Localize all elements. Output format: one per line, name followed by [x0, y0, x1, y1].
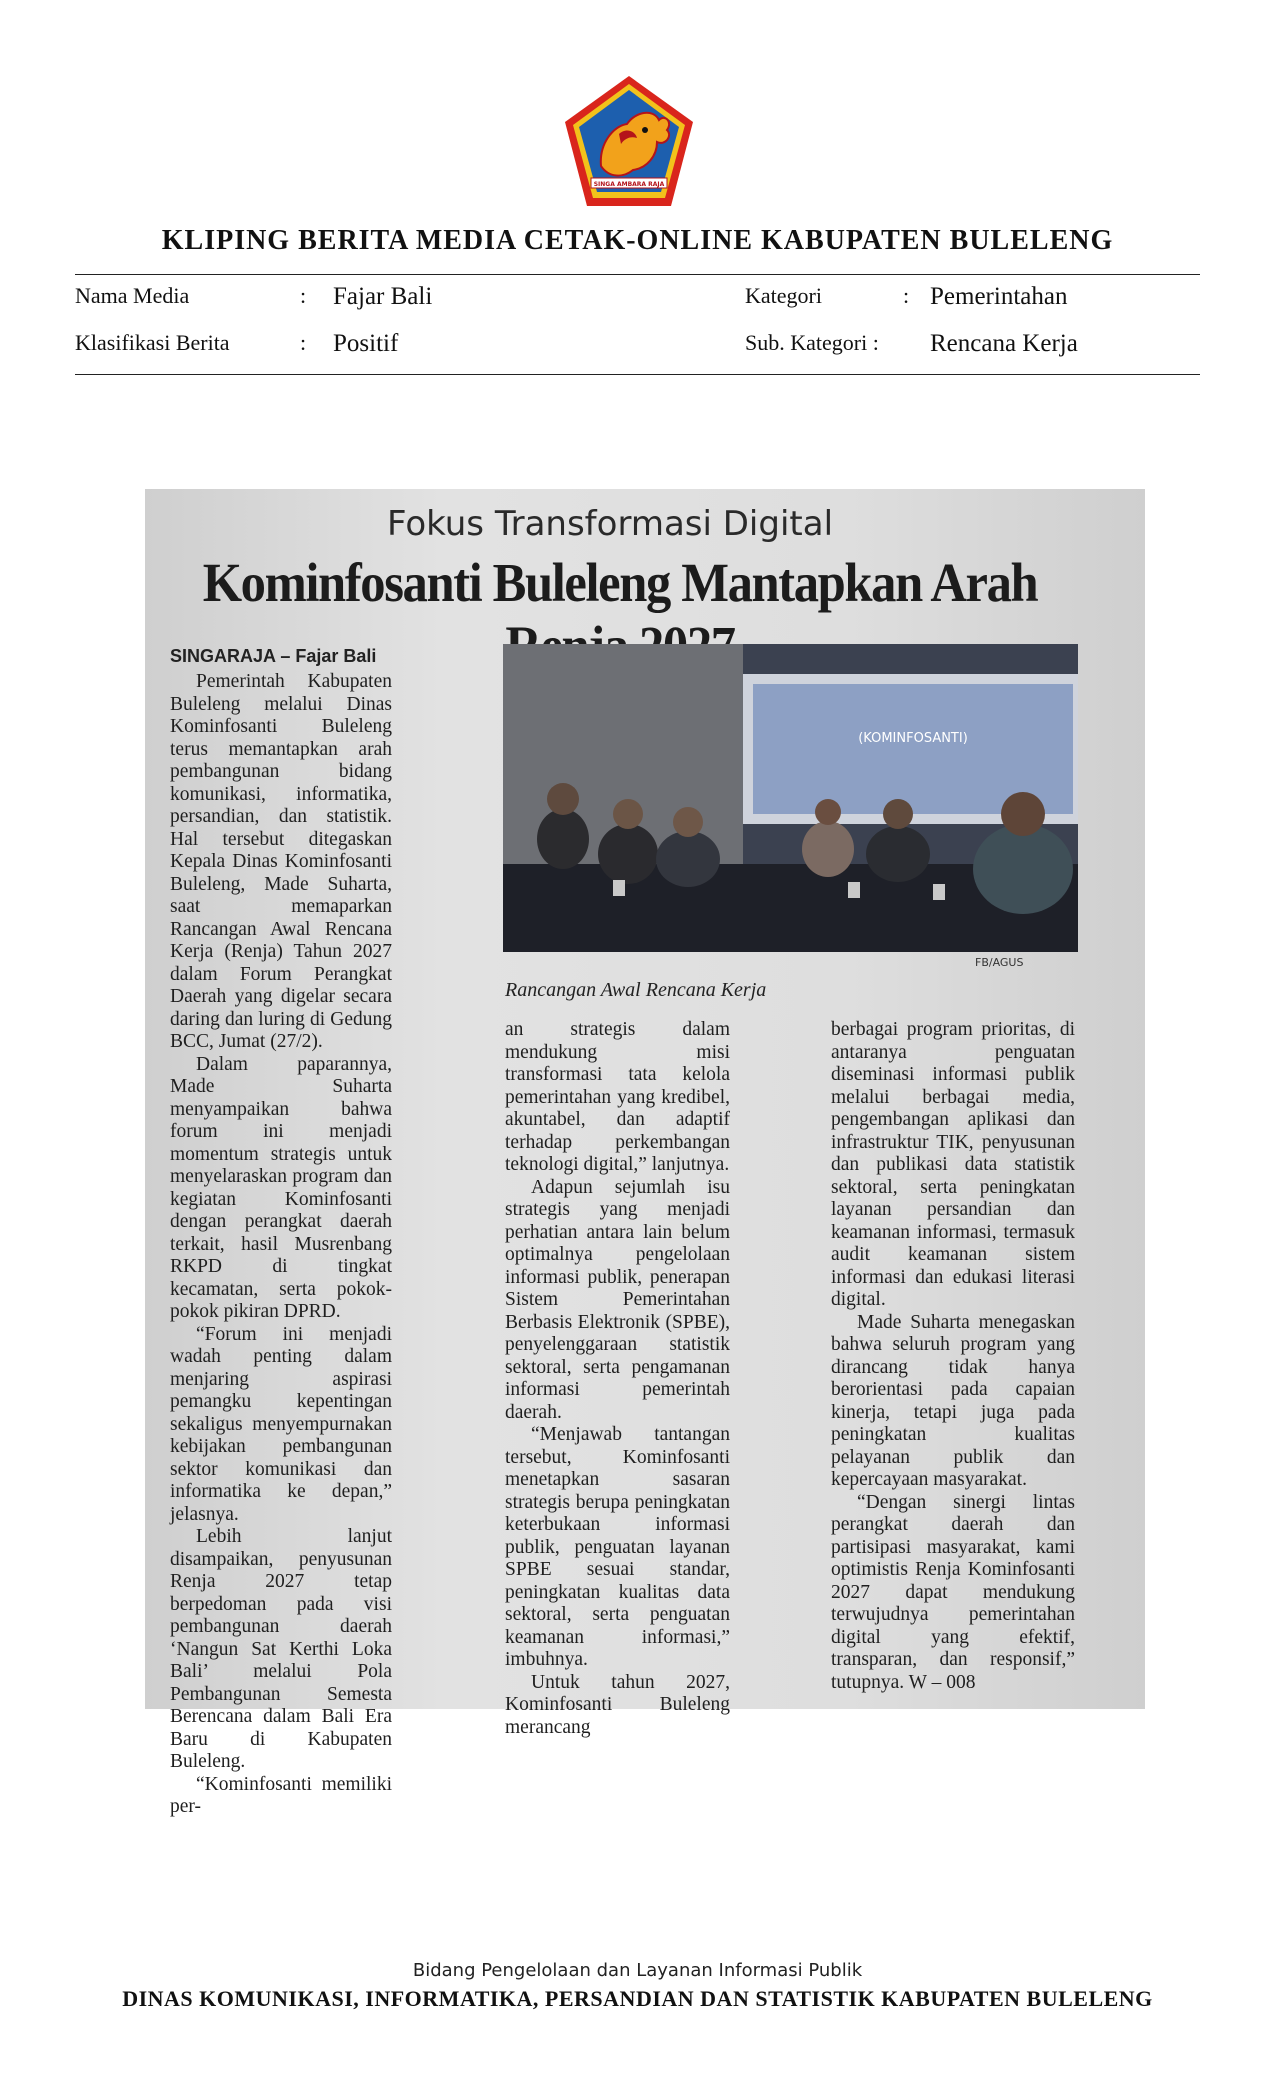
kategori-label: Kategori: [745, 283, 822, 308]
article-column-3: [831, 1019, 1075, 1694]
buleleng-crest-logo: [561, 74, 697, 208]
footer-division: Bidang Pengelolaan dan Layanan Informasi Publik: [412, 1960, 863, 1981]
photo-credit: FB/AGUS: [975, 956, 1024, 969]
klasifikasi-value: Positif: [333, 330, 399, 357]
article-column-2: [505, 1019, 730, 1739]
svg-text:SINGA AMBARA RAJA: SINGA AMBARA RAJA: [593, 181, 665, 188]
page-title: KLIPING BERITA MEDIA CETAK-ONLINE KABUPATEN BULELENG: [161, 225, 1114, 256]
nama-media-value: Fajar Bali: [333, 283, 433, 310]
nama-media-colon: :: [300, 283, 307, 308]
paragraph: Pemerintah Kabupaten Buleleng melalui Dinas Kominfosanti Buleleng terus memantapkan arah pembangunan bidang komunikasi, informatika, persandian, dan statistik. Hal tersebut ditegaskan Kepala Dinas Kominfosanti Buleleng, Made Suharta, saat memaparkan Rancangan Awal Rencana Kerja (Renja) Tahun 2027 dalam Forum Perangkat Daerah yang digelar secara daring dan luring di Gedung BCC, Jumat (27/2).: [170, 671, 392, 1052]
sub-kategori-label: Sub. Kategori :: [745, 330, 879, 355]
paragraph: “Forum ini menjadi wadah penting dalam menjaring aspirasi pemangku kepentingan sekaligus menyempurnakan kebijakan pembangunan sektor komunikasi dan informatika ke depan,” jelasnya.: [170, 1323, 392, 1525]
nama-media-label: Nama Media: [75, 283, 190, 308]
paragraph: Adapun sejumlah isu strategis yang menjadi perhatian antara lain belum optimalnya pengelolaan informasi publik, penerapan Sistem Pemerintahan Berbasis Elektronik (SPBE), penyelenggaraan statistik sektoral, serta pengamanan informasi pemerintah daerah.: [505, 1176, 730, 1423]
paragraph: “Dengan sinergi lintas perangkat daerah dan partisipasi masyarakat, kami optimistis Renja Kominfosanti 2027 dapat mendukung terwujudnya pemerintahan digital yang efektif, transparan, dan responsif,” tutupnya. W – 008: [831, 1491, 1075, 1693]
paragraph: Made Suharta menegaskan bahwa seluruh program yang dirancang tidak hanya berorientasi pada capaian kinerja, tetapi juga pada peningkatan kualitas pelayanan publik dan kepercayaan masyarakat.: [831, 1311, 1075, 1490]
article-headline: Kominfosanti Buleleng Mantapkan Arah: [202, 552, 1038, 613]
article-kicker: Fokus Transformasi Digital: [386, 504, 834, 544]
article-photo: [503, 644, 1078, 952]
paragraph: Untuk tahun 2027, Kominfosanti Buleleng merancang: [505, 1671, 730, 1738]
header-rule-top: [75, 274, 1200, 275]
paragraph: “Menjawab tantangan tersebut, Kominfosanti menetapkan sasaran strategis berupa peningkatan keterbukaan informasi publik, penguatan layanan SPBE sesuai standar, peningkatan kualitas data sektoral, serta penguatan keamanan informasi,” imbuhnya.: [505, 1424, 730, 1670]
sub-kategori-value: Rencana Kerja: [930, 330, 1078, 357]
paragraph: Lebih lanjut disampaikan, penyusunan Renja 2027 tetap berpedoman pada visi pembangunan daerah ‘Nangun Sat Kerthi Loka Bali’ melalui Pola Pembangunan Semesta Berencana dalam Bali Era Baru di Kabupaten Buleleng.: [170, 1526, 392, 1772]
klasifikasi-colon: :: [300, 330, 307, 355]
paragraph: an strategis dalam mendukung misi transformasi tata kelola pemerintahan yang kredibel, akuntabel, dan adaptif terhadap perkembangan teknologi digital,” lanjutnya.: [505, 1019, 730, 1175]
article-dateline: SINGARAJA – Fajar Bali: [170, 646, 377, 666]
newspaper-clipping: [145, 489, 1145, 1817]
svg-text:(KOMINFOSANTI): (KOMINFOSANTI): [858, 731, 968, 746]
paragraph: Dalam paparannya, Made Suharta menyampaikan bahwa forum ini menjadi momentum strategis untuk menyelaraskan program dan kegiatan Kominfosanti dengan perangkat daerah terkait, hasil Musrenbang RKPD di tingkat kecamatan, serta pokok-pokok pikiran DPRD.: [170, 1053, 392, 1322]
photo-caption: Rancangan Awal Rencana Kerja: [505, 979, 767, 1001]
klasifikasi-label: Klasifikasi Berita: [75, 330, 230, 355]
paragraph: “Kominfosanti memiliki per-: [170, 1773, 392, 1817]
header-rule-bottom: [75, 374, 1200, 375]
kategori-value: Pemerintahan: [930, 283, 1068, 310]
kategori-colon: :: [903, 283, 910, 308]
article-column-1: [170, 671, 392, 1819]
paragraph: berbagai program prioritas, di antaranya penguatan diseminasi informasi publik melalui berbagai media, pengembangan aplikasi dan infrastruktur TIK, penyusunan dan publikasi data statistik sektoral, serta peningkatan layanan persandian dan keamanan informasi, termasuk audit keamanan sistem informasi dan edukasi literasi digital.: [831, 1019, 1075, 1310]
footer-agency: DINAS KOMUNIKASI, INFORMATIKA, PERSANDIAN DAN STATISTIK KABUPATEN BULELENG: [122, 1986, 1153, 2011]
